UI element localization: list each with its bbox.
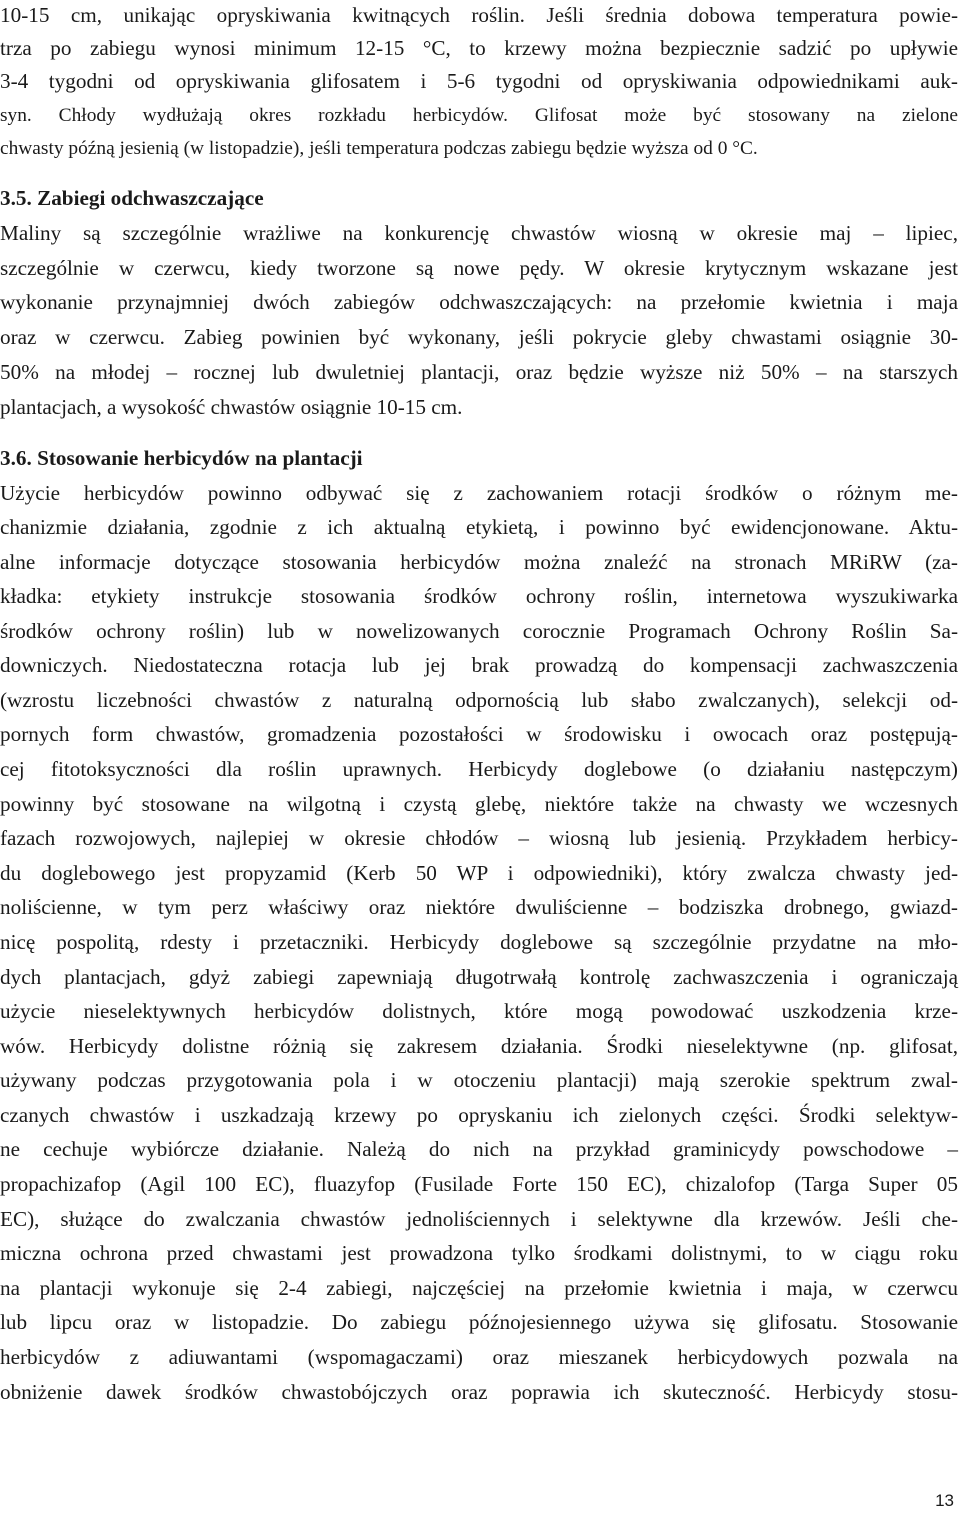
section-3-6-line: cej fitotoksyczności dla roślin uprawnych. Herbicydy doglebowe (o działaniu następczym) — [0, 757, 958, 781]
section-3-6-line: Użycie herbicydów powinno odbywać się z zachowaniem rotacji środków o różnym me- — [0, 481, 958, 505]
page-number: 13 — [935, 1491, 954, 1510]
section-3-6-line: du doglebowego jest propyzamid (Kerb 50 WP i odpowiedniki), który zwalcza chwasty jed- — [0, 861, 958, 885]
section-3-6-line: noliścienne, w tym perz właściwy oraz niektóre dwuliścienne – bodziszka drobnego, gwiazd- — [0, 895, 958, 919]
section-3-6-line: czanych chwastów i uszkadzają krzewy po opryskaniu ich zielonych części. Środki selektyw- — [0, 1103, 958, 1127]
paragraph-1-line: trza po zabiegu wynosi minimum 12-15 °C, to krzewy można bezpiecznie sadzić po upływie — [0, 36, 958, 60]
paragraph-1-line: 10-15 cm, unikając opryskiwania kwitnących roślin. Jeśli średnia dobowa temperatura powie- — [0, 3, 958, 27]
section-3-5-line: 50% na młodej – rocznej lub dwuletniej plantacji, oraz będzie wyższe niż 50% – na starszych — [0, 360, 958, 384]
section-3-6-line: alne informacje dotyczące stosowania herbicydów można znaleźć na stronach MRiRW (za- — [0, 550, 958, 574]
section-3-6-line: lub lipcu oraz w listopadzie. Do zabiegu późnojesiennego używa się glifosatu. Stosowanie — [0, 1310, 958, 1334]
section-3-5-heading: 3.5. Zabiegi odchwaszczające — [0, 186, 264, 210]
section-3-6-line: propachizafop (Agil 100 EC), fluazyfop (Fusilade Forte 150 EC), chizalofop (Targa Super 05 — [0, 1172, 958, 1196]
section-3-6-line: (wzrostu liczebności chwastów z naturalną odpornością lub słabo zwalczanych), selekcji od- — [0, 688, 958, 712]
section-3-6-line: na plantacji wykonuje się 2-4 zabiegi, najczęściej na przełomie kwietnia i maja, w czerwcu — [0, 1276, 958, 1300]
section-3-5-line: Maliny są szczególnie wrażliwe na konkurencję chwastów wiosną w okresie maj – lipiec, — [0, 221, 958, 245]
section-3-6-line: herbicydów z adiuwantami (wspomagaczami) oraz mieszanek herbicydowych pozwala na — [0, 1345, 958, 1369]
paragraph-1-line: 3-4 tygodni od opryskiwania glifosatem i 5-6 tygodni od opryskiwania odpowiednikami auk- — [0, 69, 958, 93]
section-3-5-line: plantacjach, a wysokość chwastów osiągnie 10-15 cm. — [0, 395, 463, 419]
section-3-6-line: nicę pospolitą, rdesty i przetaczniki. Herbicydy doglebowe są szczególnie przydatne na mło- — [0, 930, 958, 954]
section-3-6-line: downiczych. Niedostateczna rotacja lub jej brak prowadzą do kompensacji zachwaszczenia — [0, 653, 958, 677]
paragraph-1-line: syn. Chłody wydłużają okres rozkładu herbicydów. Glifosat może być stosowany na zielone — [0, 105, 958, 126]
paragraph-1-line: chwasty późną jesienią (w listopadzie), jeśli temperatura podczas zabiegu będzie wyższa od 0 °C. — [0, 138, 758, 159]
section-3-6-line: obniżenie dawek środków chwastobójczych oraz poprawia ich skuteczność. Herbicydy stosu- — [0, 1380, 958, 1404]
section-3-5-line: szczególnie w czerwcu, kiedy tworzone są nowe pędy. W okresie krytycznym wskazane jest — [0, 256, 958, 280]
section-3-6-line: ne cechuje wybiórcze działanie. Należą do nich na przykład graminicydy powschodowe – — [0, 1137, 958, 1161]
section-3-6-line: fazach rozwojowych, najlepiej w okresie chłodów – wiosną lub jesienią. Przykładem herbicy- — [0, 826, 958, 850]
section-3-6-line: miczna ochrona przed chwastami jest prowadzona tylko środkami dolistnymi, to w ciągu roku — [0, 1241, 958, 1265]
section-3-5-line: wykonanie przynajmniej dwóch zabiegów odchwaszczających: na przełomie kwietnia i maja — [0, 290, 958, 314]
section-3-6-line: pornych form chwastów, gromadzenia pozostałości w środowisku i owocach oraz postępują- — [0, 722, 958, 746]
section-3-6-heading: 3.6. Stosowanie herbicydów na plantacji — [0, 446, 363, 470]
section-3-6-line: wów. Herbicydy dolistne różnią się zakresem działania. Środki nieselektywne (np. glifosat, — [0, 1034, 958, 1058]
section-3-6-line: kładka: etykiety instrukcje stosowania środków ochrony roślin, internetowa wyszukiwarka — [0, 584, 958, 608]
section-3-6-line: używany podczas przygotowania pola i w otoczeniu plantacji) mają szerokie spektrum zwal- — [0, 1068, 958, 1092]
section-3-5-line: oraz w czerwcu. Zabieg powinien być wykonany, jeśli pokrycie gleby chwastami osiągnie 30- — [0, 325, 958, 349]
section-3-6-line: dych plantacjach, gdyż zabiegi zapewniają długotrwałą kontrolę zachwaszczenia i ograniczają — [0, 965, 958, 989]
section-3-6-line: środków ochrony roślin) lub w nowelizowanych corocznie Programach Ochrony Roślin Sa- — [0, 619, 958, 643]
section-3-6-line: chanizmie działania, zgodnie z ich aktualną etykietą, i powinno być ewidencjonowane. Aktu- — [0, 515, 958, 539]
section-3-6-line: użycie nieselektywnych herbicydów dolistnych, które mogą powodować uszkodzenia krze- — [0, 999, 958, 1023]
section-3-6-line: EC), służące do zwalczania chwastów jednoliściennych i selektywne dla krzewów. Jeśli che- — [0, 1207, 958, 1231]
section-3-6-line: powinny być stosowane na wilgotną i czystą glebę, niektóre także na chwasty we wczesnych — [0, 792, 958, 816]
